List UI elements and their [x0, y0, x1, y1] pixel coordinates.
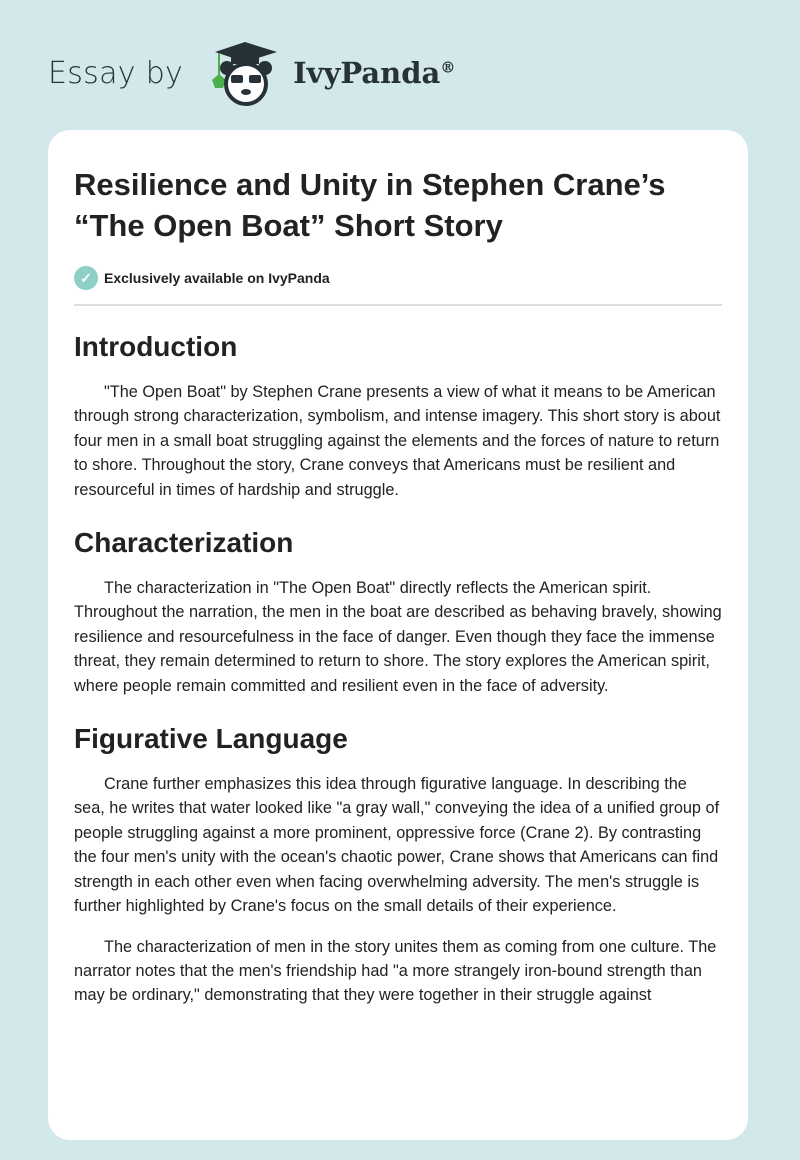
section-heading: Introduction	[74, 331, 238, 362]
essay-card	[48, 130, 748, 1140]
panda-logo-icon[interactable]	[203, 38, 287, 108]
divider	[74, 304, 722, 306]
paragraph: Crane further emphasizes this idea through figurative language. In describing the sea, he writes that water looked like "a gray wall," conveying the idea of a unified group of people struggling against a more prominent, oppressive force (Crane 2). By contrasting the four men's unity with the ocean's chaotic power, Crane shows that Americans can find strength in each other even when facing overwhelming adversity. The men's struggle is further highlighted by Crane's focus on the small details of their experience.	[74, 775, 720, 916]
paragraph: The characterization of men in the story unites them as coming from one culture. The narrator notes that the men's friendship had "a more strangely iron-bound strength than may be ordinary," demonstrating that they were together in their struggle against	[74, 937, 717, 1005]
section-heading: Figurative Language	[74, 723, 348, 755]
check-icon: ✓	[74, 266, 98, 290]
brand-name: IvyPanda®	[293, 56, 456, 90]
paragraph: The characterization in "The Open Boat" directly reflects the American spirit. Throughout the narration, the men in the boat are described as behaving bravely, showing resilience and resourcefulness in the face of danger. Even though they face the immense threat, they remain determined to return to shore. The story explores the American spirit, where people remain committed and resilient even in the face of adversity.	[74, 579, 722, 695]
site-header	[48, 38, 455, 108]
section-heading: Characterization	[74, 527, 294, 559]
paragraph: "The Open Boat" by Stephen Crane presents a view of what it means to be American through strong characterization, symbolism, and intense imagery. This short story is about four men in a small boat struggling against the elements and the forces of nature to return to shore. Throughout the story, Crane conveys that Americans must be resilient and resourceful in times of hardship and struggle.	[74, 383, 721, 499]
essay-by-label: Essay by	[48, 55, 184, 91]
badge-label: Exclusively available on IvyPanda	[104, 270, 330, 286]
page-title: Resilience and Unity in Stephen Crane’s “The Open Boat” Short Story	[74, 167, 666, 243]
exclusive-badge	[74, 266, 722, 290]
